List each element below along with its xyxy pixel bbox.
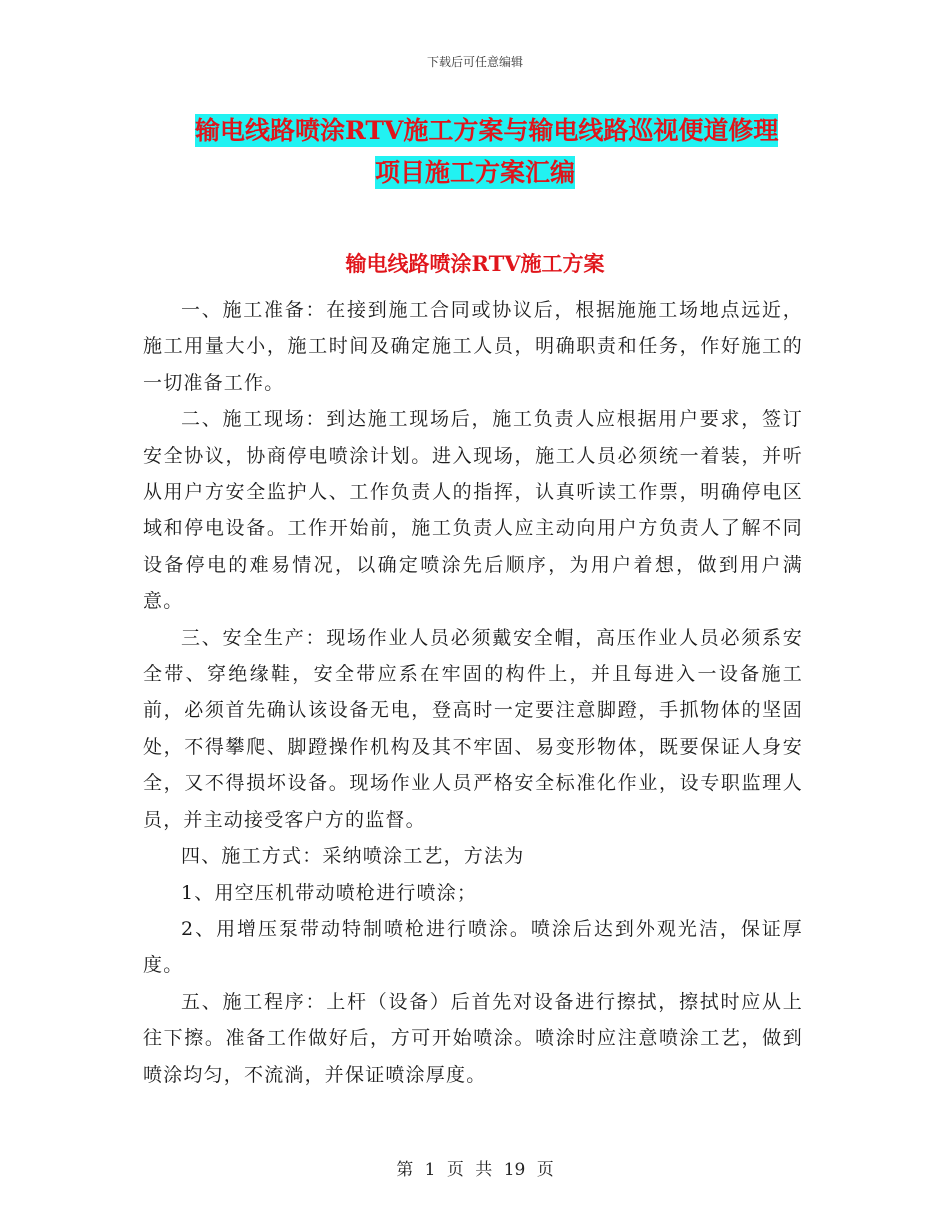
title-line-1: 输电线路喷涂RTV施工方案与输电线路巡视便道修理 (195, 116, 779, 145)
title-line-2: 项目施工方案汇编 (374, 158, 575, 187)
paragraph-method: 四、施工方式：采纳喷涂工艺，方法为 (181, 845, 525, 868)
paragraph-method-2: 2、用增压泵带动特制喷枪进行喷涂。喷涂后达到外观光洁，保证厚度。 (143, 917, 803, 977)
paragraph-method-1: 1、用空压机带动喷枪进行喷涂； (181, 881, 478, 904)
paragraph-safety: 三、安全生产：现场作业人员必须戴安全帽，高压作业人员必须系安全带、穿绝缘鞋，安全带应系在牢固的构件上，并且每进入一设备施工前，必须首先确认该设备无电，登高时一定要注意脚蹬，手抓物体的坚固处，不得攀爬、脚蹬操作机构及其不牢固、易变形物体，既要保证人身安全，又不得损坏设备。现场作业人员严格安全标准化作业，设专职监理人员，并主动接受客户方的监督。 (143, 626, 803, 831)
paragraph-site: 二、施工现场：到达施工现场后，施工负责人应根据用户要求，签订安全协议，协商停电喷涂计划。进入现场，施工人员必须统一着装，并听从用户方安全监护人、工作负责人的指挥，认真听读工作票，明确停电区域和停电设备。工作开始前，施工负责人应主动向用户方负责人了解不同设备停电的难易情况，以确定喷涂先后顺序，为用户着想，做到用户满意。 (143, 408, 803, 613)
paragraph-procedure: 五、施工程序：上杆（设备）后首先对设备进行擦拭，擦拭时应从上往下擦。准备工作做好后，方可开始喷涂。喷涂时应注意喷涂工艺，做到喷涂均匀，不流淌，并保证喷涂厚度。 (143, 990, 803, 1086)
page-footer: 第 1 页 共 19 页 (396, 1160, 554, 1180)
section-title: 输电线路喷涂RTV施工方案 (345, 251, 605, 276)
document-body (143, 292, 803, 1093)
paragraph-preparation: 一、施工准备：在接到施工合同或协议后，根据施施工场地点远近，施工用量大小，施工时间及确定施工人员，明确职责和任务，作好施工的一切准备工作。 (143, 299, 803, 394)
header-note: 下载后可任意编辑 (426, 55, 523, 69)
